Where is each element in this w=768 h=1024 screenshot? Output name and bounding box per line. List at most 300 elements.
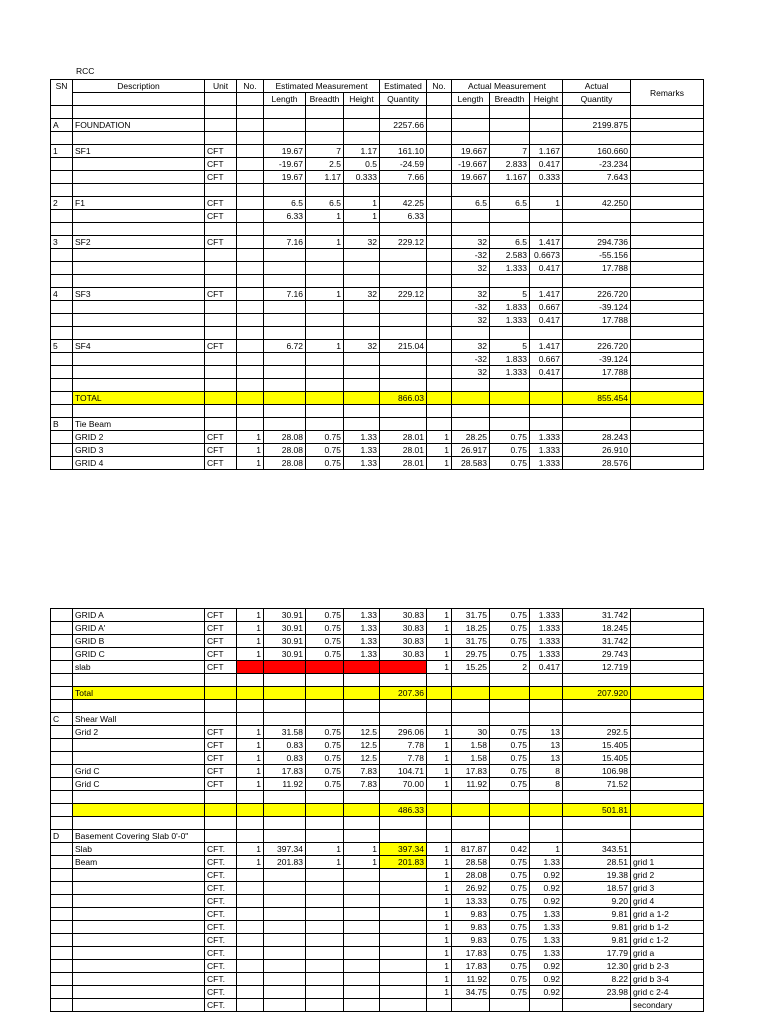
table-cell	[563, 210, 631, 223]
table-cell	[306, 184, 344, 197]
table-cell: 13.33	[452, 895, 490, 908]
table-cell: 1.333	[490, 262, 530, 275]
table-cell	[344, 379, 380, 392]
table-cell: C	[51, 713, 73, 726]
table-cell	[344, 119, 380, 132]
table-cell	[631, 674, 704, 687]
table-cell: grid 1	[631, 856, 704, 869]
table-cell: 1	[427, 635, 452, 648]
table-cell: 1	[427, 921, 452, 934]
table-cell	[73, 210, 205, 223]
table-cell: Beam	[73, 856, 205, 869]
table-cell: 23.98	[563, 986, 631, 999]
table-row	[51, 171, 704, 184]
table-cell: CFT	[205, 661, 237, 674]
table-cell: 1	[427, 947, 452, 960]
table-row	[51, 765, 704, 778]
table-cell	[344, 934, 380, 947]
table-cell	[205, 353, 237, 366]
table-row	[51, 197, 704, 210]
table-row	[51, 609, 704, 622]
table-cell	[452, 106, 490, 119]
table-cell	[205, 418, 237, 431]
table-cell	[237, 379, 264, 392]
table-cell	[73, 353, 205, 366]
table-cell: 229.12	[380, 236, 427, 249]
table-cell	[380, 366, 427, 379]
table-cell: 28.01	[380, 431, 427, 444]
table-cell: 1	[306, 843, 344, 856]
table-cell	[631, 106, 704, 119]
table-cell	[427, 314, 452, 327]
table-cell: 1.833	[490, 353, 530, 366]
table-cell: 1	[427, 934, 452, 947]
table-cell	[427, 288, 452, 301]
table-cell	[51, 635, 73, 648]
table-cell	[51, 778, 73, 791]
table-cell	[452, 392, 490, 405]
table-cell	[563, 418, 631, 431]
table-cell: 397.34	[380, 843, 427, 856]
table-cell	[51, 960, 73, 973]
table-row	[51, 648, 704, 661]
table-cell: 0.667	[530, 353, 563, 366]
table-cell	[237, 674, 264, 687]
table-cell	[631, 210, 704, 223]
table-cell	[344, 960, 380, 973]
table-cell: 1	[427, 960, 452, 973]
table-cell	[306, 262, 344, 275]
table-cell: 1	[427, 856, 452, 869]
table-cell	[73, 739, 205, 752]
header-breadth-actual: Breadth	[490, 93, 530, 106]
table-cell: 1.833	[490, 301, 530, 314]
table-cell	[490, 674, 530, 687]
table-cell: 207.36	[380, 687, 427, 700]
table-cell: 1.333	[490, 366, 530, 379]
table-cell: 29.743	[563, 648, 631, 661]
table-cell	[237, 197, 264, 210]
table-cell	[306, 804, 344, 817]
table-cell	[51, 973, 73, 986]
table-cell: 855.454	[563, 392, 631, 405]
table-cell	[530, 804, 563, 817]
blank-row	[51, 275, 704, 288]
table-cell	[51, 752, 73, 765]
table-cell	[631, 275, 704, 288]
table-row	[51, 340, 704, 353]
table-cell: 397.34	[264, 843, 306, 856]
table-cell	[51, 366, 73, 379]
table-row	[51, 418, 704, 431]
table-cell: CFT	[205, 431, 237, 444]
table-cell	[306, 960, 344, 973]
blank-row	[51, 184, 704, 197]
table-cell	[51, 765, 73, 778]
table-cell	[237, 288, 264, 301]
table-cell	[452, 999, 490, 1012]
table-cell	[631, 622, 704, 635]
table-cell	[452, 210, 490, 223]
table-cell: CFT.	[205, 921, 237, 934]
table-cell	[73, 405, 205, 418]
table-cell: 6.5	[264, 197, 306, 210]
table-cell: 26.92	[452, 882, 490, 895]
table-cell: 9.81	[563, 921, 631, 934]
table-cell: 7.66	[380, 171, 427, 184]
table-cell	[380, 184, 427, 197]
table-cell: 32	[452, 314, 490, 327]
table-cell: CFT	[205, 171, 237, 184]
table-cell: Grid C	[73, 778, 205, 791]
table-cell	[631, 288, 704, 301]
table-cell	[237, 327, 264, 340]
table-cell	[490, 405, 530, 418]
table-cell: CFT	[205, 635, 237, 648]
table-cell: 1	[530, 843, 563, 856]
table-cell	[306, 661, 344, 674]
table-cell	[344, 674, 380, 687]
table-cell	[344, 895, 380, 908]
table-cell	[73, 366, 205, 379]
blank-row	[51, 791, 704, 804]
table-cell	[237, 895, 264, 908]
table-cell	[205, 687, 237, 700]
table-cell: 0.75	[490, 635, 530, 648]
table-cell: 32	[452, 340, 490, 353]
table-row	[51, 973, 704, 986]
table-cell	[530, 817, 563, 830]
table-cell	[205, 791, 237, 804]
table-row	[51, 804, 704, 817]
table-cell: 7.16	[264, 288, 306, 301]
table-cell	[205, 405, 237, 418]
table-cell	[237, 986, 264, 999]
table-row	[51, 236, 704, 249]
table-row	[51, 635, 704, 648]
table-cell	[51, 999, 73, 1012]
table-cell: 160.660	[563, 145, 631, 158]
table-cell: grid c 2-4	[631, 986, 704, 999]
table-cell	[51, 379, 73, 392]
table-cell: 5	[490, 288, 530, 301]
table-cell	[427, 392, 452, 405]
table-cell: 0.75	[490, 882, 530, 895]
table-cell: CFT	[205, 778, 237, 791]
table-cell: 31.58	[264, 726, 306, 739]
table-cell: 1	[427, 622, 452, 635]
table-cell: 1.33	[344, 457, 380, 470]
table-cell	[452, 791, 490, 804]
blank-row	[51, 700, 704, 713]
table-cell	[51, 609, 73, 622]
table-cell	[427, 674, 452, 687]
table-cell: 1.417	[530, 340, 563, 353]
table-cell: 1.333	[530, 457, 563, 470]
table-cell	[427, 791, 452, 804]
table-cell	[344, 418, 380, 431]
table-cell: 0.75	[306, 778, 344, 791]
table-cell: 1	[427, 908, 452, 921]
table-cell: 1.333	[490, 314, 530, 327]
table-cell	[237, 106, 264, 119]
table-cell: 1	[427, 882, 452, 895]
table-cell	[380, 947, 427, 960]
table-cell	[237, 171, 264, 184]
table-cell	[264, 184, 306, 197]
table-cell	[631, 648, 704, 661]
table-cell: 42.250	[563, 197, 631, 210]
table-cell	[51, 895, 73, 908]
table-cell	[51, 314, 73, 327]
table-cell	[264, 223, 306, 236]
table-cell: 11.92	[264, 778, 306, 791]
table-cell: 28.576	[563, 457, 631, 470]
table-cell	[51, 843, 73, 856]
table-cell: 6.33	[264, 210, 306, 223]
table-cell	[73, 223, 205, 236]
table-cell: 1	[427, 869, 452, 882]
table-cell: 1.167	[530, 145, 563, 158]
table-cell	[530, 687, 563, 700]
table-cell	[490, 223, 530, 236]
table-cell: 0.417	[530, 314, 563, 327]
table-cell: Shear Wall	[73, 713, 205, 726]
table-cell: 1	[237, 778, 264, 791]
table-cell: 0.92	[530, 869, 563, 882]
table-cell	[631, 392, 704, 405]
table-cell	[490, 999, 530, 1012]
table-row	[51, 856, 704, 869]
table-cell	[490, 791, 530, 804]
table-cell	[264, 674, 306, 687]
table-cell	[237, 145, 264, 158]
table-cell	[563, 379, 631, 392]
table-cell	[51, 934, 73, 947]
table-cell: 0.75	[490, 895, 530, 908]
table-cell	[344, 327, 380, 340]
table-cell: 0.75	[490, 752, 530, 765]
table-cell: 19.38	[563, 869, 631, 882]
table-cell: 31.742	[563, 609, 631, 622]
table-cell	[264, 973, 306, 986]
table-cell: TOTAL	[73, 392, 205, 405]
table-cell	[237, 275, 264, 288]
table-cell: 18.57	[563, 882, 631, 895]
table-cell: grid 4	[631, 895, 704, 908]
table-cell: 26.917	[452, 444, 490, 457]
table-cell: 1	[237, 635, 264, 648]
table-cell	[264, 119, 306, 132]
table-cell	[237, 700, 264, 713]
table-cell	[237, 262, 264, 275]
table-cell: GRID 3	[73, 444, 205, 457]
table-cell	[264, 353, 306, 366]
table-cell: CFT.	[205, 882, 237, 895]
table-cell	[264, 262, 306, 275]
table-cell: CFT.	[205, 908, 237, 921]
table-cell	[427, 236, 452, 249]
table-cell: 29.75	[452, 648, 490, 661]
header-estimated-measurement: Estimated Measurement	[264, 80, 380, 93]
table-cell	[51, 262, 73, 275]
table-cell	[631, 444, 704, 457]
header-actual: Actual	[563, 80, 631, 93]
table-row	[51, 353, 704, 366]
table-cell: 1	[427, 648, 452, 661]
table-cell	[380, 986, 427, 999]
table-cell	[73, 275, 205, 288]
table-cell: 0.75	[306, 648, 344, 661]
table-cell	[563, 700, 631, 713]
table-cell	[452, 713, 490, 726]
table-cell	[237, 947, 264, 960]
table-cell	[452, 804, 490, 817]
table-cell	[237, 301, 264, 314]
table-cell: 0.92	[530, 895, 563, 908]
table-cell	[73, 817, 205, 830]
table-cell	[306, 895, 344, 908]
table-cell	[631, 817, 704, 830]
table-cell: 11.92	[452, 973, 490, 986]
table-row	[51, 457, 704, 470]
table-cell	[490, 700, 530, 713]
table-cell	[73, 262, 205, 275]
table-cell: 30.83	[380, 648, 427, 661]
table-cell: 486.33	[380, 804, 427, 817]
table-cell: 15.25	[452, 661, 490, 674]
table-cell: CFT	[205, 340, 237, 353]
table-cell: grid a 1-2	[631, 908, 704, 921]
table-cell: 12.30	[563, 960, 631, 973]
table-row	[51, 778, 704, 791]
table-cell: CFT	[205, 145, 237, 158]
table-cell	[264, 986, 306, 999]
table-cell: 1	[237, 739, 264, 752]
table-cell	[452, 132, 490, 145]
table-cell	[631, 635, 704, 648]
table-cell	[380, 106, 427, 119]
table-cell	[631, 739, 704, 752]
table-cell: 1	[237, 752, 264, 765]
table-cell	[344, 366, 380, 379]
table-cell	[427, 804, 452, 817]
table-cell	[631, 236, 704, 249]
table-cell: 1.17	[344, 145, 380, 158]
table-cell: grid a	[631, 947, 704, 960]
table-cell	[427, 145, 452, 158]
table-cell	[427, 366, 452, 379]
table-cell	[205, 327, 237, 340]
table-cell: 7	[490, 145, 530, 158]
table-cell: 15.405	[563, 752, 631, 765]
table-cell: 0.75	[490, 765, 530, 778]
table-cell	[344, 249, 380, 262]
table-cell: grid b 2-3	[631, 960, 704, 973]
table-cell: 28.01	[380, 444, 427, 457]
table-cell	[631, 687, 704, 700]
header-quantity: Quantity	[380, 93, 427, 106]
table-cell	[452, 275, 490, 288]
table-cell	[51, 184, 73, 197]
table-cell: 1.33	[530, 908, 563, 921]
table-cell: 9.83	[452, 908, 490, 921]
table-cell: grid b 1-2	[631, 921, 704, 934]
table-row	[51, 830, 704, 843]
table-cell: 28.08	[264, 457, 306, 470]
table-cell	[631, 830, 704, 843]
table-cell	[73, 674, 205, 687]
table-cell	[51, 210, 73, 223]
table-cell: 1	[237, 609, 264, 622]
table-cell	[51, 327, 73, 340]
table-cell	[380, 934, 427, 947]
table-cell: 28.08	[452, 869, 490, 882]
table-cell	[380, 275, 427, 288]
table-cell: 6.72	[264, 340, 306, 353]
table-cell	[631, 353, 704, 366]
table-cell	[51, 921, 73, 934]
table-cell: CFT.	[205, 999, 237, 1012]
table-cell	[530, 674, 563, 687]
table-cell	[344, 353, 380, 366]
table-cell	[427, 405, 452, 418]
table-cell	[631, 249, 704, 262]
table-cell	[237, 830, 264, 843]
table-cell	[490, 817, 530, 830]
table-cell	[51, 869, 73, 882]
table-cell	[380, 713, 427, 726]
table-cell: 9.83	[452, 934, 490, 947]
table-cell	[237, 353, 264, 366]
table-cell	[490, 327, 530, 340]
table-cell	[264, 700, 306, 713]
table-cell	[631, 184, 704, 197]
table-cell: SF2	[73, 236, 205, 249]
table-cell	[264, 934, 306, 947]
table-cell	[306, 106, 344, 119]
table-cell: 1	[237, 457, 264, 470]
table-cell	[452, 817, 490, 830]
table-cell: Grid C	[73, 765, 205, 778]
table-cell	[264, 895, 306, 908]
table-cell	[306, 973, 344, 986]
table-cell	[306, 418, 344, 431]
table-cell	[344, 713, 380, 726]
table-cell: 9.83	[452, 921, 490, 934]
table-cell: GRID C	[73, 648, 205, 661]
header-unit: Unit	[205, 80, 237, 93]
table-cell	[51, 661, 73, 674]
table-cell	[452, 830, 490, 843]
table-cell	[73, 973, 205, 986]
table-cell	[490, 713, 530, 726]
table-cell	[51, 431, 73, 444]
table-cell: 2.833	[490, 158, 530, 171]
table-cell	[530, 132, 563, 145]
table-cell	[344, 817, 380, 830]
table-cell	[344, 301, 380, 314]
table-cell	[631, 457, 704, 470]
table-cell: 12.5	[344, 752, 380, 765]
table-cell	[490, 392, 530, 405]
table-cell	[205, 184, 237, 197]
table-cell	[452, 700, 490, 713]
table-cell	[306, 379, 344, 392]
table-cell: 30.83	[380, 635, 427, 648]
table-cell: 12.5	[344, 726, 380, 739]
table-cell	[237, 817, 264, 830]
